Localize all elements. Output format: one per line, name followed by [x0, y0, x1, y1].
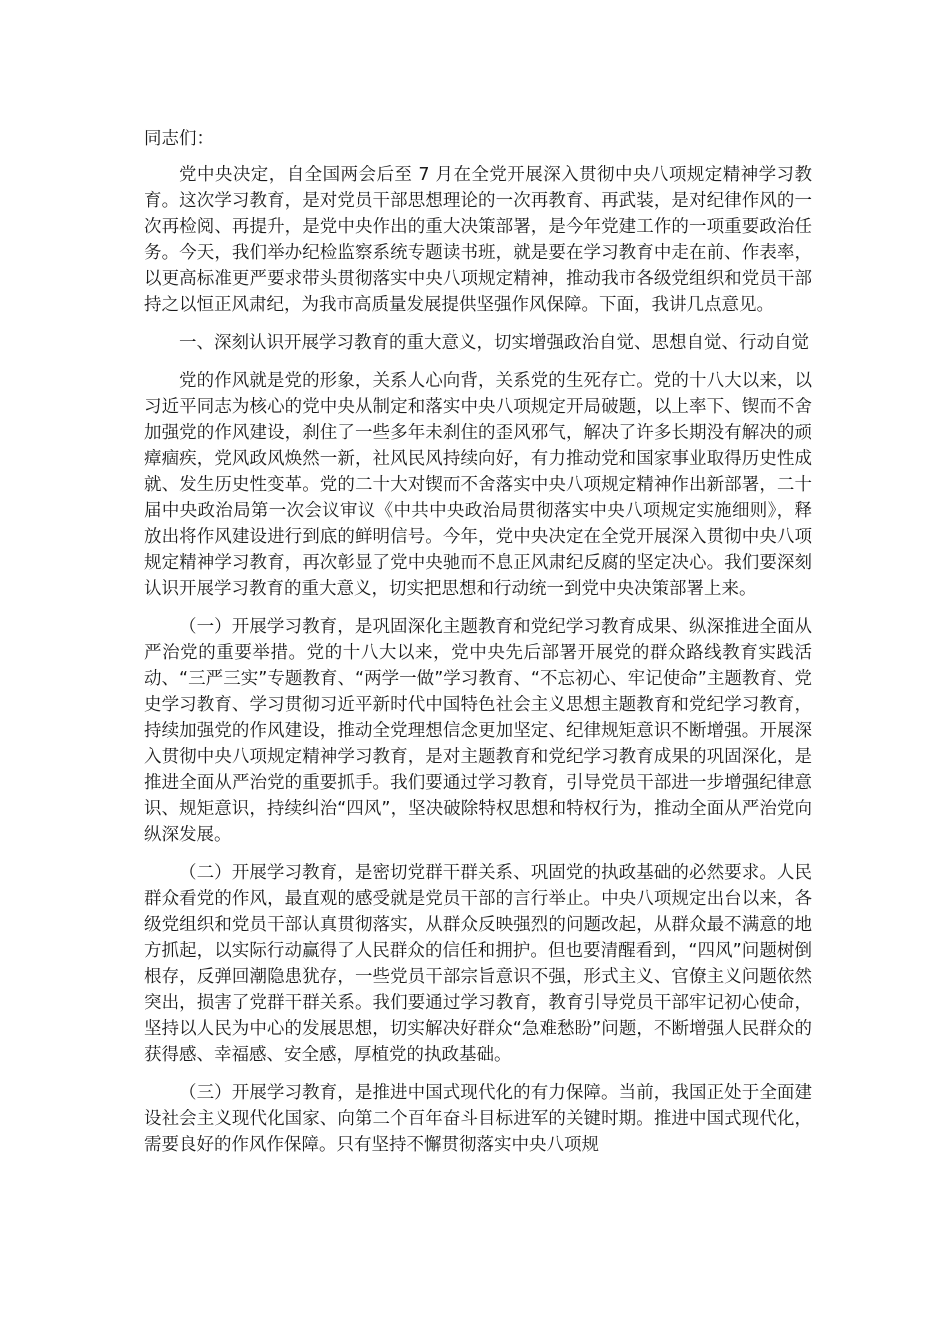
salutation: 同志们： — [144, 129, 214, 149]
section-1-paragraph: 党的作风就是党的形象，关系人心向背，关系党的生死存亡。党的十八大以来，以习近平同志为核心的党中央从制定和落实中央八项规定开局破题，以上率下、锲而不舍加强党的作风建设，刹住了一些多年未刹住的歪风邪气，解决了许多长期没有解决的顽瘴痼疾，党风政风焕然一新，社风民风持续向好，有力推动党和国家事业取得历史性成就、发生历史性变革。党的二十大对锲而不舍落实中央八项规定精神作出新部署，二十届中央政治局第一次会议审议《中共中央政治局贯彻落实中央八项规定实施细则》，释放出将作风建设进行到底的鲜明信号。今年，党中央决定在全党开展深入贯彻中央八项规定精神学习教育，再次彰显了党中央驰而不息正风肃纪反腐的坚定决心。我们要深刻认识开展学习教育的重大意义，切实把思想和行动统一到党中央决策部署上来。 — [144, 371, 812, 599]
section-heading-1: 一、深刻认识开展学习教育的重大意义，切实增强政治自觉、思想自觉、行动自觉 — [179, 333, 809, 353]
subsection-2-paragraph: （二）开展学习教育，是密切党群干群关系、巩固党的执政基础的必然要求。人民群众看党的作风，最直观的感受就是党员干部的言行举止。中央八项规定出台以来，各级党组织和党员干部认真贯彻落实，从群众反映强烈的问题改起，从群众最不满意的地方抓起，以实际行动赢得了人民群众的信任和拥护。但也要清醒看到，“四风”问题树倒根存，反弹回潮隐患犹存，一些党员干部宗旨意识不强，形式主义、官僚主义问题依然突出，损害了党群干群关系。我们要通过学习教育，教育引导党员干部牢记初心使命，坚持以人民为中心的发展思想，切实解决好群众“急难愁盼”问题，不断增强人民群众的获得感、幸福感、安全感，厚植党的执政基础。 — [144, 863, 812, 1065]
intro-paragraph: 党中央决定，自全国两会后至 7 月在全党开展深入贯彻中央八项规定精神学习教育。这次学习教育，是对党员干部思想理论的一次再教育、再武装，是对纪律作风的一次再检阅、再提升，是党中央作出的重大决策部署，是今年党建工作的一项重要政治任务。今天，我们举办纪检监察系统专题读书班，就是要在学习教育中走在前、作表率，以更高标准更严要求带头贯彻落实中央八项规定精神，推动我市各级党组织和党员干部持之以恒正风肃纪，为我市高质量发展提供坚强作风保障。下面，我讲几点意见。 — [144, 165, 812, 315]
subsection-1-paragraph: （一）开展学习教育，是巩固深化主题教育和党纪学习教育成果、纵深推进全面从严治党的重要举措。党的十八大以来，党中央先后部署开展党的群众路线教育实践活动、“三严三实”专题教育、“两学一做”学习教育、“不忘初心、牢记使命”主题教育、党史学习教育、学习贯彻习近平新时代中国特色社会主义思想主题教育和党纪学习教育，持续加强党的作风建设，推动全党理想信念更加坚定、纪律规矩意识不断增强。开展深入贯彻中央八项规定精神学习教育，是对主题教育和党纪学习教育成果的巩固深化，是推进全面从严治党的重要抓手。我们要通过学习教育，引导党员干部进一步增强纪律意识、规矩意识，持续纠治“四风”，坚决破除特权思想和特权行为，推动全面从严治党向纵深发展。 — [144, 617, 812, 845]
subsection-3-paragraph: （三）开展学习教育，是推进中国式现代化的有力保障。当前，我国正处于全面建设社会主义现代化国家、向第二个百年奋斗目标进军的关键时期。推进中国式现代化，需要良好的作风作保障。只有坚持不懈贯彻落实中央八项规 — [144, 1083, 812, 1155]
document-body — [144, 126, 812, 1170]
